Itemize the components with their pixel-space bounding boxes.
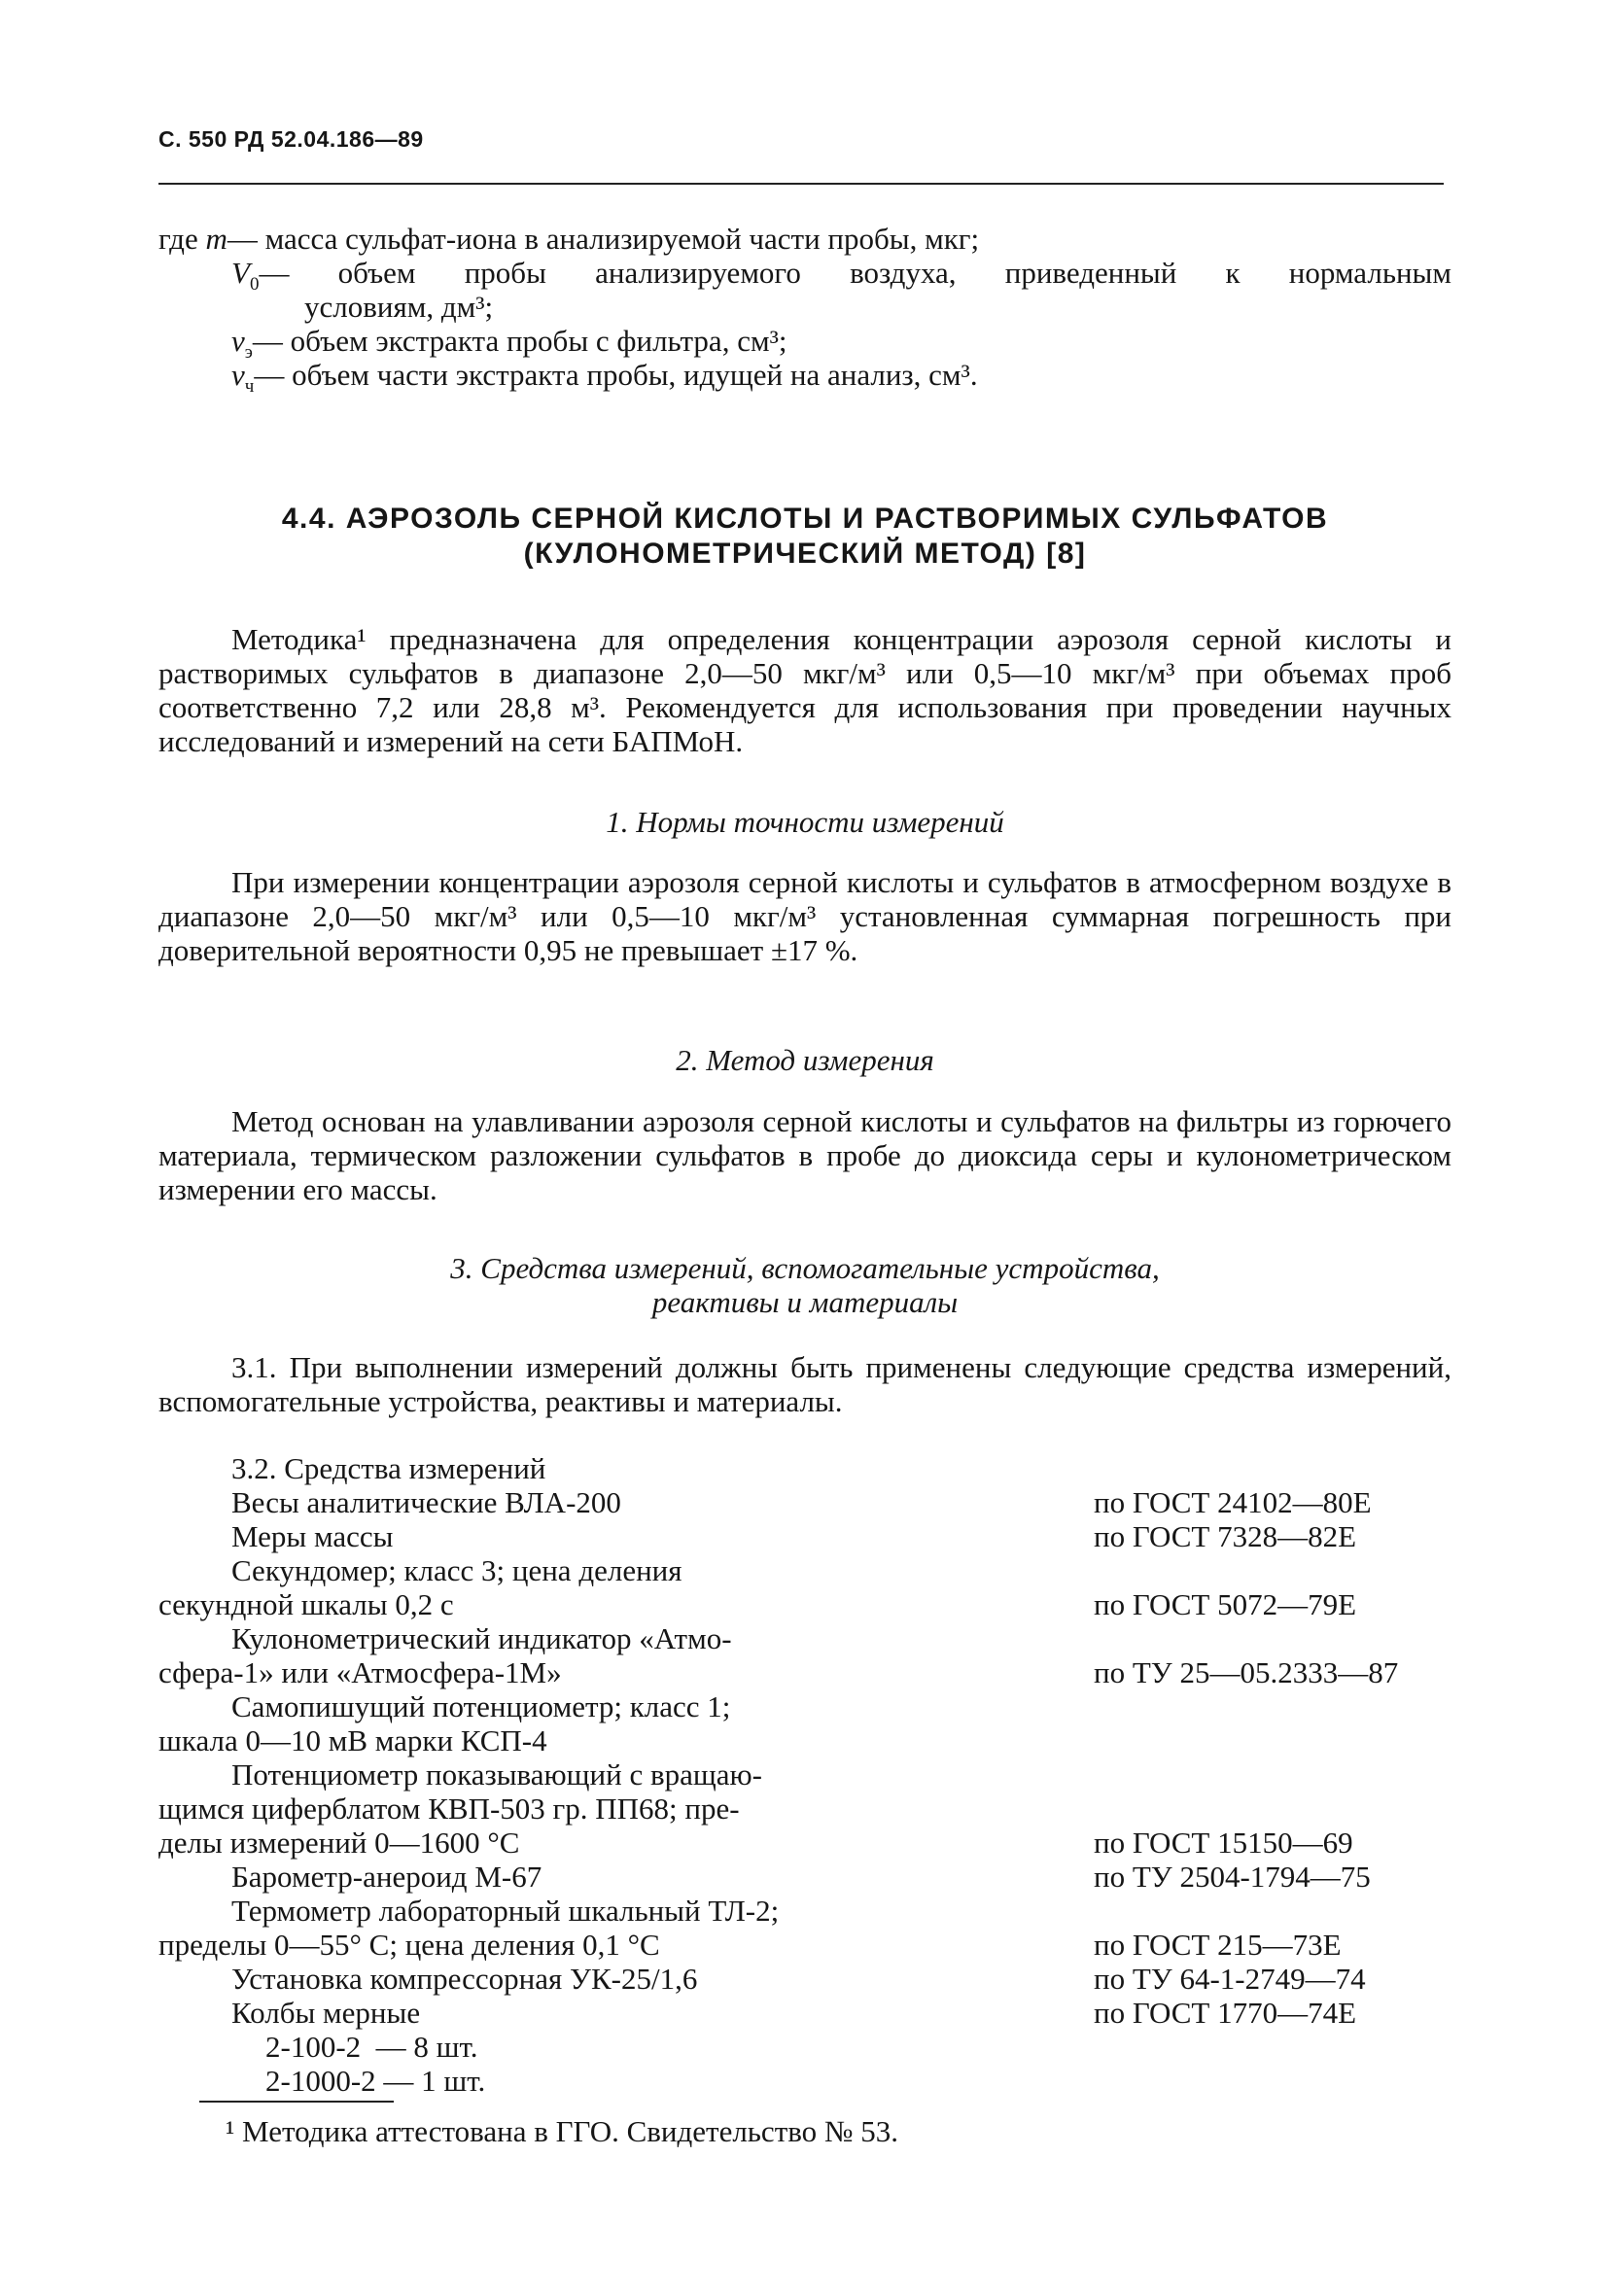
equipment-item <box>158 1689 1451 1757</box>
equipment-name: Весы аналитические ВЛА-200 <box>231 1485 621 1519</box>
definition-text: — объем части экстракта пробы, идущей на анализ, см³. <box>254 358 978 392</box>
equipment-name: Установка компрессорная УК-25/1,6 <box>231 1962 698 1996</box>
subscript: э <box>244 342 253 364</box>
symbol-m: m <box>205 222 227 256</box>
subsection-title-1: 1. Нормы точности измерений <box>606 805 1004 839</box>
equipment-item <box>158 1485 1451 1519</box>
equipment-item <box>158 1621 1451 1689</box>
definition-text: — объем пробы анализируемого воздуха, приведенный к нормальным <box>259 256 1451 290</box>
section-heading-line-1: 4.4. АЭРОЗОЛЬ СЕРНОЙ КИСЛОТЫ И РАСТВОРИМЫХ СУЛЬФАТОВ <box>281 503 1329 535</box>
symbol-vch: v <box>231 358 245 392</box>
equipment-standard: по ГОСТ 15150—69 <box>1094 1826 1353 1860</box>
definition-vch <box>158 358 1451 398</box>
equipment-name-cont: делы измерений 0—1600 °С <box>158 1826 520 1860</box>
equipment-name: Меры массы <box>231 1519 394 1553</box>
definition-continuation: условиям, дм³; <box>304 290 494 324</box>
equipment-name: Кулонометрический индикатор «Атмо- <box>231 1621 732 1655</box>
subsection-title-3-line-2: реактивы и материалы <box>651 1285 959 1319</box>
subsection-title-3-line-1: 3. Средства измерений, вспомогательные устройства, <box>450 1251 1160 1285</box>
definition-m <box>158 222 1451 256</box>
page-header: С. 550 РД 52.04.186—89 <box>158 126 424 152</box>
variable-definitions <box>158 222 1451 398</box>
equipment-name: Колбы мерные <box>231 1996 421 2030</box>
paragraph-equipment-intro: 3.1. При выполнении измерений должны быть применены следующие средства измерений, вспомогательные устройства, реактивы и материалы. <box>158 1350 1451 1418</box>
section-heading-line-2: (КУЛОНОМЕТРИЧЕСКИЙ МЕТОД) [8] <box>523 538 1087 570</box>
subscript: 0 <box>249 274 260 296</box>
equipment-name-cont: секундной шкалы 0,2 с <box>158 1587 454 1621</box>
equipment-item <box>158 1519 1451 1553</box>
quantity-line: 2-1000-2 — 1 шт. <box>265 2064 486 2098</box>
paragraph-accuracy: При измерении концентрации аэрозоля серной кислоты и сульфатов в атмосферном воздухе в диапазоне 2,0—50 мкг/м³ или 0,5—10 мкг/м³ установленная суммарная погрешность при доверительной вероятности 0,95 не превышает ±17 %. <box>158 865 1451 967</box>
equipment-standard: по ТУ 25—05.2333—87 <box>1094 1655 1399 1689</box>
subsection-title-2: 2. Метод измерения <box>676 1043 934 1077</box>
equipment-standard: по ТУ 64-1-2749—74 <box>1094 1962 1366 1996</box>
equipment-standard: по ГОСТ 5072—79Е <box>1094 1587 1357 1621</box>
equipment-name-cont: щимся циферблатом КВП-503 гр. ПП68; пре- <box>158 1792 740 1826</box>
header-rule <box>158 183 1444 185</box>
definition-text: — масса сульфат-иона в анализируемой части пробы, мкг; <box>227 222 980 256</box>
equipment-item <box>158 1757 1451 1860</box>
symbol-ve: v <box>231 324 245 358</box>
equipment-standard: по ГОСТ 24102—80Е <box>1094 1485 1372 1519</box>
definition-v0 <box>158 256 1451 296</box>
equipment-name-cont: шкала 0—10 мВ марки КСП-4 <box>158 1723 547 1757</box>
symbol-v0: V <box>231 256 250 290</box>
footnote: ¹ Методика аттестована в ГГО. Свидетельство № 53. <box>226 2114 898 2148</box>
equipment-list <box>158 1451 1451 2098</box>
quantity-line: 2-100-2 — 8 шт. <box>265 2030 478 2064</box>
subsection-title-3 <box>158 1251 1451 1319</box>
equipment-name: Барометр-анероид М-67 <box>231 1860 542 1894</box>
definition-ve <box>158 324 1451 364</box>
definition-lead: где <box>158 222 206 256</box>
equipment-standard: по ГОСТ 7328—82Е <box>1094 1519 1357 1553</box>
equipment-name: Потенциометр показывающий с вращаю- <box>231 1757 762 1792</box>
equipment-name: 3.2. Средства измерений <box>231 1451 546 1485</box>
equipment-name: Термометр лабораторный шкальный ТЛ-2; <box>231 1894 780 1928</box>
equipment-item <box>158 1553 1451 1621</box>
equipment-item <box>158 1860 1451 1894</box>
equipment-name-cont: сфера-1» или «Атмосфера-1М» <box>158 1655 562 1689</box>
equipment-standard: по ГОСТ 215—73Е <box>1094 1928 1342 1962</box>
equipment-standard: по ТУ 2504-1794—75 <box>1094 1860 1371 1894</box>
equipment-item <box>158 1451 1451 1485</box>
definition-text: — объем экстракта пробы с фильтра, см³; <box>252 324 787 358</box>
equipment-item <box>158 1962 1451 1996</box>
section-heading <box>158 502 1451 572</box>
paragraph-method: Метод основан на улавливании аэрозоля серной кислоты и сульфатов на фильтры из горючего материала, термическом разложении сульфатов в пробе до диоксида серы и кулонометрическом измерении его массы. <box>158 1104 1451 1206</box>
equipment-standard: по ГОСТ 1770—74Е <box>1094 1996 1357 2030</box>
footnote-rule <box>199 2101 394 2103</box>
equipment-name: Самопишущий потенциометр; класс 1; <box>231 1689 731 1723</box>
intro-paragraph: Методика¹ предназначена для определения концентрации аэрозоля серной кислоты и растворимых сульфатов в диапазоне 2,0—50 мкг/м³ или 0,5—10 мкг/м³ при объемах проб соответственно 7,2 или 28,8 м³. Рекомендуется для использования при проведении научных исследований и измерений на сети БАПМоН. <box>158 622 1451 758</box>
equipment-name-cont: пределы 0—55° С; цена деления 0,1 °С <box>158 1928 660 1962</box>
equipment-name: Секундомер; класс 3; цена деления <box>231 1553 682 1587</box>
equipment-item <box>158 1996 1451 2030</box>
subscript: ч <box>244 376 255 398</box>
equipment-item <box>158 1894 1451 1962</box>
